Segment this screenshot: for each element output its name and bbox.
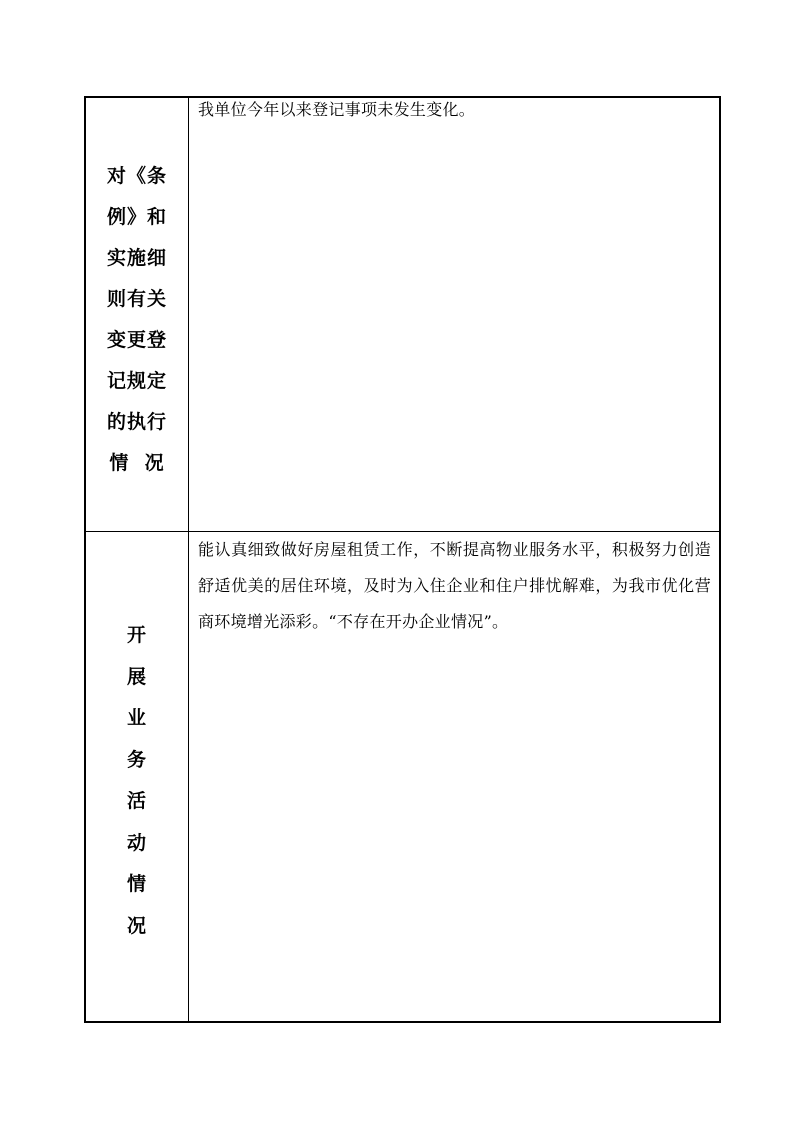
label-line: 展 [126,665,147,688]
row-content-cell [189,532,719,1021]
registration-form-table [84,96,721,1023]
label-line: 动 [126,831,147,854]
label-line: 则有关 [106,288,167,310]
label-line: 开 [126,624,147,646]
label-line: 活 [126,790,147,812]
label-line: 况 [126,914,147,937]
business-activities-text: 能认真细致做好房屋租赁工作，不断提高物业服务水平，积极努力创造舒适优美的居住环境，及时为入住企业和住户排忧解难，为我市优化营商环境增光添彩。“不存在开办企业情况”。 [198,540,711,631]
label-line: 对《条 [106,165,167,187]
label-line: 实施细 [106,247,167,269]
label-line: 记规定 [106,370,167,392]
label-line: 情 [126,873,147,895]
label-line: 情 况 [109,452,165,474]
row-label-cell [86,98,189,531]
row-label [86,615,188,947]
row-label-cell [86,532,189,1021]
table-row-change-registration [86,98,719,532]
change-registration-text: 我单位今年以来登记事项未发生变化。 [198,100,476,119]
label-line: 变更登 [106,329,167,351]
table-row-business-activities [86,532,719,1021]
row-content-cell [189,98,719,531]
label-line: 务 [126,748,147,771]
label-line: 的执行 [106,411,167,433]
row-label [86,156,188,484]
label-line: 例》和 [106,206,167,228]
label-line: 业 [126,707,147,729]
